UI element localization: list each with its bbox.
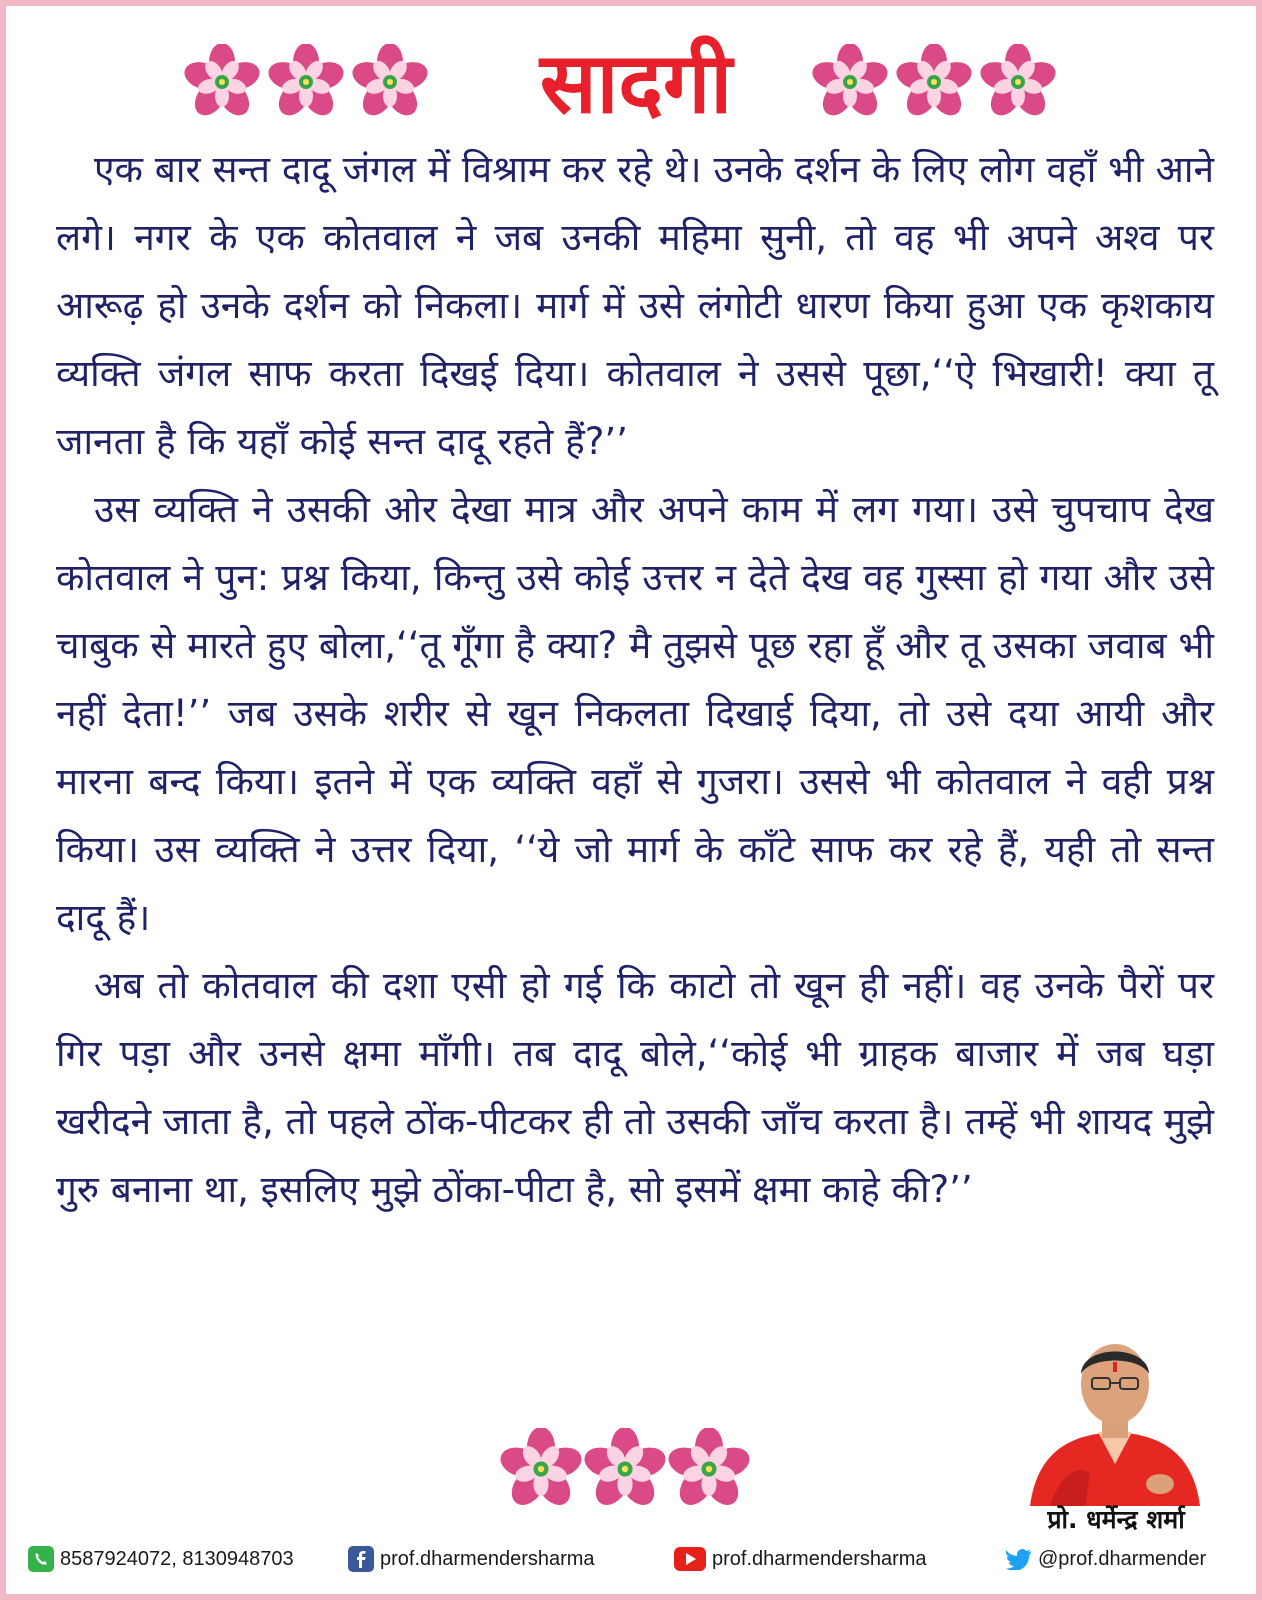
author-name: प्रो. धर्मेन्द्र शर्मा — [1047, 1505, 1185, 1534]
facebook-contact[interactable] — [348, 1544, 595, 1574]
twitter-handle: @prof.dharmender — [1038, 1547, 1207, 1570]
title-row — [6, 28, 1256, 138]
phone-contact — [28, 1544, 294, 1574]
twitter-icon — [1006, 1548, 1032, 1570]
youtube-handle: prof.dharmendersharma — [712, 1547, 927, 1570]
flower-icon — [500, 1428, 582, 1510]
flower-icon — [812, 44, 888, 120]
flower-icon — [352, 44, 428, 120]
youtube-contact[interactable] — [674, 1544, 927, 1574]
contact-footer — [6, 1538, 1256, 1582]
author-portrait — [1010, 1324, 1220, 1506]
story-paragraph-2: उस व्यक्ति ने उसकी ओर देखा मात्र और अपने काम में लग गया। उसे चुपचाप देख कोतवाल ने पुन: प्रश्न किया, किन्तु उसे कोई उत्तर न देते देख वह गुस्सा हो गया और उसे चाबुक से मारते हुए बोला,‘‘तू गूँगा है क्या? मै तुझसे पूछ रहा हूँ और तू उसका जवाब भी नहीं देता!’’ जब उसके शरीर से खून निकलता दिखाई दिया, तो उसे दया आयी और मारना बन्द किया। इतने में एक व्यक्ति वहाँ से गुजरा। उससे भी कोतवाल ने वही प्रश्न किया। उस व्यक्ति ने उत्तर दिया, ‘‘ये जो मार्ग के काँटे साफ कर रहे हैं, यही तो सन्त दादू हैं। — [56, 488, 1214, 939]
story-paragraph-3: अब तो कोतवाल की दशा एसी हो गई कि काटो तो खून ही नहीं। वह उनके पैरों पर गिर पड़ा और उनसे क्षमा माँगी। तब दादू बोले,‘‘कोई भी ग्राहक बाजार में जब घड़ा खरीदने जाता है, तो पहले ठोंक-पीटकर ही तो उसकी जाँच करता है। तम्हें भी शायद मुझे गुरु बनाना था, इसलिए मुझे ठोंका-पीटा है, सो इसमें क्षमा काहे की?’’ — [56, 964, 1214, 1211]
story-paragraph-1: एक बार सन्त दादू जंगल में विश्राम कर रहे थे। उनके दर्शन के लिए लोग वहाँ भी आने लगे। नगर के एक कोतवाल ने जब उनकी महिमा सुनी, तो वह भी अपने अश्व पर आरूढ़ हो उनके दर्शन को निकला। मार्ग में उसे लंगोटी धारण किया हुआ एक कृशकाय व्यक्ति जंगल साफ करता दिखई दिया। कोतवाल ने उससे पूछा,‘‘ऐ भिखारी! क्या तू जानता है कि यहाँ कोई सन्त दादू रहते हैं?’’ — [56, 148, 1214, 463]
story-text — [56, 136, 1214, 1224]
facebook-icon — [348, 1546, 374, 1572]
whatsapp-icon — [28, 1546, 54, 1572]
youtube-icon — [674, 1547, 706, 1571]
flower-icon — [668, 1428, 750, 1510]
flower-icon — [184, 44, 260, 120]
facebook-handle: prof.dharmendersharma — [380, 1547, 595, 1570]
phone-numbers: 8587924072, 8130948703 — [60, 1547, 294, 1570]
flower-icon — [896, 44, 972, 120]
flower-icon — [980, 44, 1056, 120]
flower-icon — [584, 1428, 666, 1510]
twitter-contact[interactable] — [1006, 1544, 1206, 1574]
flower-icon — [268, 44, 344, 120]
page-title: सादगी — [539, 34, 733, 132]
